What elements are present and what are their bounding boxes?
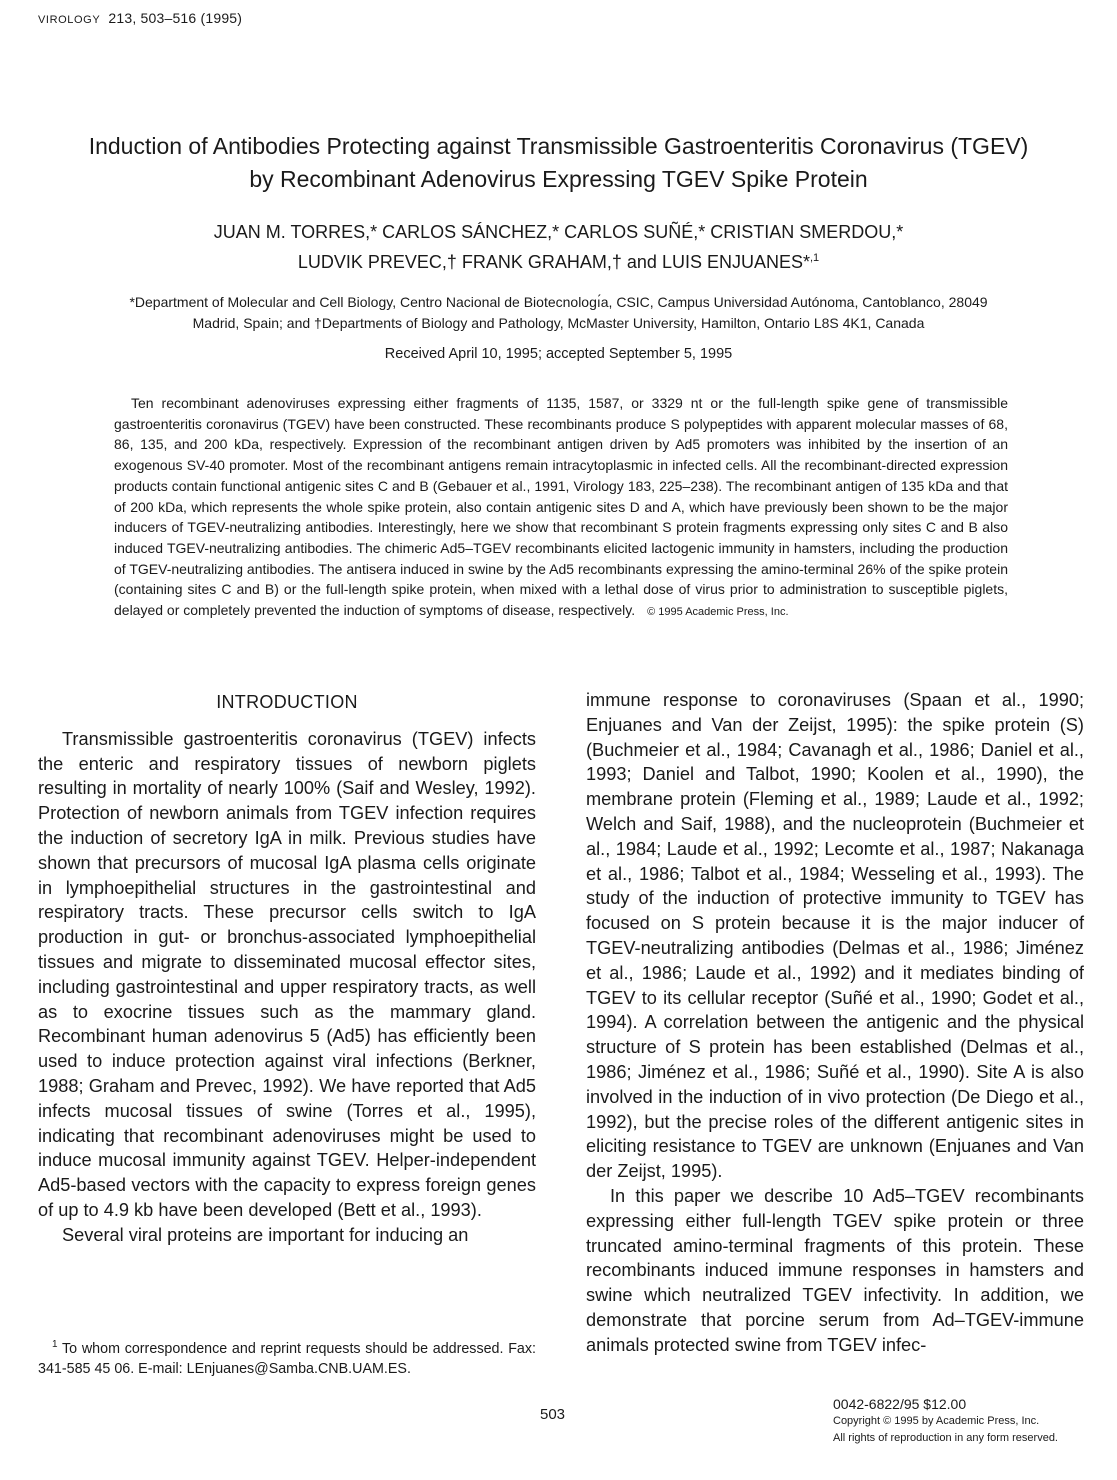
affiliation-line-1: *Department of Molecular and Cell Biology, Centro Nacional de Biotecnologı́a, CSIC, Campus Universidad Autónoma, Cantoblanco, 28049 [129,294,988,310]
page-number: 503 [540,1406,566,1423]
authors-line-1: JUAN M. TORRES,* CARLOS SÁNCHEZ,* CARLOS SUÑÉ,* CRISTIAN SMERDOU,* [213,222,904,242]
author-footnote-mark: ,1 [809,252,820,264]
paper-title [30,130,1087,196]
issn-price: 0042-6822/95 $12.00 [833,1396,967,1412]
correspondence-footnote [38,1335,536,1379]
intro-paragraph-2-continued: immune response to coronaviruses (Spaan et al., 1990; Enjuanes and Van der Zeijst, 1995): the spike protein (S) (Buchmeier et al., 1984; Cavanagh et al., 1986; Daniel et al., 1993; Daniel and Talbot, 1990; Koolen et al., 1990), the membrane protein (Fleming et al., 1989; Laude et al., 1992; Welch and Saif, 1988), and the nucleoprotein (Buchmeier et al., 1984; Laude et al., 1992; Lecomte et al., 1987; Nakanaga et al., 1986; Talbot et al., 1984; Wesseling et al., 1993). The study of the induction of protective immunity to TGEV has focused on S protein because it is the major inducer of TGEV-neutralizing antibodies (Delmas et al., 1986; Jiménez et al., 1986; Laude et al., 1992) and it mediates binding of TGEV to its cellular receptor (Suñé et al., 1990; Godet et al., 1994). A correlation between the antigenic and the physical structure of S protein has been established (Delmas et al., 1986; Jiménez et al., 1986; Suñé et al., 1990). Site A is also involved in the induction of in vivo protection (De Diego et al., 1992), but the precise roles of the different antigenic sites in eliciting resistance to TGEV are unknown (Enjuanes and Van der Zeijst, 1995). [586,690,1084,1182]
left-column [38,688,536,1248]
abstract-text: Ten recombinant adenoviruses expressing either fragments of 1135, 1587, or 3329 nt or the full-length spike gene of transmissible gastroenteritis coronavirus (TGEV) have been constructed. These recombinants produce S polypeptides with apparent molecular masses of 68, 86, 135, and 200 kDa, respectively. Expression of the recombinant antigen driven by Ad5 promoters was inhibited by the insertion of an exogenous SV-40 promoter. Most of the recombinant antigens remain intracytoplasmic in infected cells. All the recombinant-directed expression products contain functional antigenic sites C and B (Gebauer et al., 1991, Virology 183, 225–238). The recombinant antigen of 135 kDa and that of 200 kDa, which represents the whole spike protein, also contain antigenic sites D and A, which have previously been shown to be the major inducers of TGEV-neutralizing antibodies. Interestingly, here we show that recombinant S protein fragments expressing only sites C and B also induced TGEV-neutralizing antibodies. The chimeric Ad5–TGEV recombinants elicited lactogenic immunity in hamsters, including the production of TGEV-neutralizing antibodies. The antisera induced in swine by the Ad5 recombinants expressing the amino-terminal 26% of the spike protein (containing sites C and B) or the full-length spike protein, when mixed with a lethal dose of virus prior to administration to susceptible piglets, delayed or completely prevented the induction of symptoms of disease, respectively. [114,395,1008,619]
authors-line-2-text: LUDVIK PREVEC,† FRANK GRAHAM,† and LUIS ENJUANES* [297,252,810,272]
intro-paragraph-2-start: Several viral proteins are important for inducing an [62,1224,469,1245]
right-column [586,688,1084,1358]
abstract-copyright: © 1995 Academic Press, Inc. [647,606,789,619]
title-line-2: by Recombinant Adenovirus Expressing TGEV Spike Protein [249,166,868,192]
issn-copyright: Copyright © 1995 by Academic Press, Inc. [833,1415,1040,1427]
journal-citation: 213, 503–516 (1995) [108,10,243,26]
abstract [114,393,1008,623]
footnote-text: To whom correspondence and reprint requests should be addressed. Fax: 341-585 45 06. E-mail: LEnjuanes@Samba.CNB.UAM.ES. [38,1340,536,1377]
running-head [38,10,242,26]
title-line-1: Induction of Antibodies Protecting against Transmissible Gastroenteritis Coronavirus (TGEV) [88,133,1029,159]
section-heading-introduction: INTRODUCTION [216,692,358,712]
affiliations [40,292,1077,334]
issn-block [833,1396,1058,1447]
author-list [100,219,1017,275]
affiliation-line-2: Madrid, Spain; and †Departments of Biology and Pathology, McMaster University, Hamilton, Ontario L8S 4K1, Canada [192,315,925,331]
journal-name: VIROLOGY [38,14,101,26]
issn-rights: All rights of reproduction in any form reserved. [833,1432,1058,1444]
authors-line-2 [100,245,1017,275]
received-dates: Received April 10, 1995; accepted September 5, 1995 [384,346,733,362]
footnote-mark: 1 [52,1339,58,1350]
intro-paragraph-1: Transmissible gastroenteritis coronavirus (TGEV) infects the enteric and respiratory tissues of newborn piglets resulting in mortality of nearly 100% (Saif and Wesley, 1992). Protection of newborn animals from TGEV infection requires the induction of secretory IgA in milk. Previous studies have shown that precursors of mucosal IgA plasma cells originate in lymphoepithelial structures in the gastrointestinal and respiratory tracts. These precursor cells switch to IgA production in gut- or bronchus-associated lymphoepithelial tissues and migrate to disseminated mucosal effector sites, including gastrointestinal and upper respiratory tracts, as well as to exocrine tissues such as the mammary gland. Recombinant human adenovirus 5 (Ad5) has efficiently been used to induce protection against viral infections (Berkner, 1988; Graham and Prevec, 1992). We have reported that Ad5 infects mucosal tissues of swine (Torres et al., 1995), indicating that recombinant adenoviruses might be used to induce mucosal immunity against TGEV. Helper-independent Ad5-based vectors with the capacity to express foreign genes of up to 4.9 kb have been developed (Bett et al., 1993). [38,728,536,1220]
intro-paragraph-3: In this paper we describe 10 Ad5–TGEV recombinants expressing either full-length TGEV spike protein or three truncated amino-terminal fragments of this protein. These recombinants induced immune responses in hamsters and swine which neutralized TGEV infectivity. In addition, we demonstrate that porcine serum from Ad–TGEV-immune animals protected swine from TGEV infec- [586,1185,1084,1355]
